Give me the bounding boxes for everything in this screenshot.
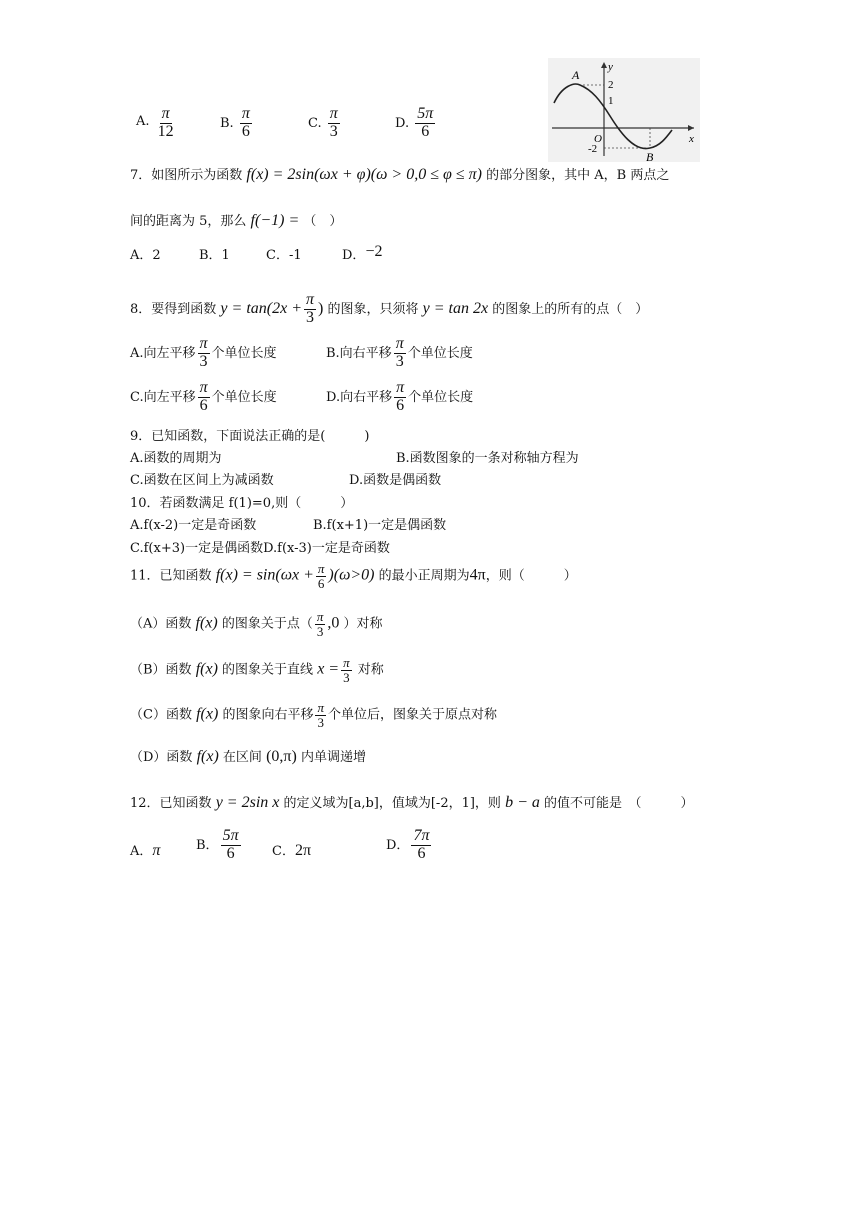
y-axis-label: y bbox=[608, 61, 613, 73]
q6-option-b: B. $\frac{\pi}{6}$ bbox=[220, 105, 250, 140]
q9-stem: 9．已知函数，下面说法正确的是( ) bbox=[130, 429, 370, 444]
q11-stem: 11．已知函数 f(x) = sin(ωx + $\frac{\pi}{6}$ )(ω>0) 的最小正周期为4π，则（ ） bbox=[130, 561, 577, 591]
sine-graph-figure bbox=[548, 58, 700, 162]
q12-option-b: B． $\frac{5\pi}{6}$ bbox=[196, 827, 239, 862]
fraction: $\frac{\pi}{3}$ bbox=[317, 700, 324, 730]
q9-option-d: D.函数是偶函数 bbox=[349, 473, 442, 488]
q12-stem: 12．已知函数 y = 2sin x 的定义域为[a,b]，值域为[-2，1]，则 b − a 的值不可能是 （ ） bbox=[130, 794, 694, 811]
fraction: $\frac{\pi}{6}$ bbox=[199, 379, 208, 414]
q10-option-a: A.f(x-2)一定是奇函数 bbox=[130, 518, 257, 533]
q10-option-cd: C.f(x+3)一定是偶函数D.f(x-3)一定是奇函数 bbox=[130, 541, 390, 556]
q7-stem-line2: 间的距离为 5，那么 f(−1) = （ ） bbox=[130, 212, 343, 229]
q8-option-c: C.向左平移 $\frac{\pi}{6}$ 个单位长度 bbox=[130, 379, 277, 414]
q7-option-b: B．1 bbox=[199, 248, 230, 263]
q7-option-d: D．−2 bbox=[342, 243, 383, 263]
q12-option-d: D． $\frac{7\pi}{6}$ bbox=[386, 827, 430, 862]
q11-option-a: （A）函数 f(x) 的图象关于点（ $\frac{\pi}{3}$ ,0 ）对称 bbox=[130, 609, 383, 639]
q8-option-b: B.向右平移 $\frac{\pi}{3}$ 个单位长度 bbox=[326, 335, 473, 370]
q7-option-a: A．2 bbox=[130, 248, 161, 263]
q11-option-c: （C）函数 f(x) 的图象向右平移 $\frac{\pi}{3}$ 个单位后，图象关于原点对称 bbox=[130, 700, 497, 730]
q12-option-c: C．2π bbox=[272, 842, 312, 859]
origin-label: O bbox=[594, 133, 602, 145]
q11-option-b: （B）函数 f(x) 的图象关于直线 x = $\frac{\pi}{3}$ 对称 bbox=[130, 655, 384, 685]
q9-option-c: C.函数在区间上为减函数 bbox=[130, 473, 274, 488]
q10-stem: 10．若函数满足 f(1)=0,则（ ） bbox=[130, 496, 354, 511]
fraction: $\frac{\pi}{3}$ bbox=[395, 335, 404, 370]
tick-2-label: 2 bbox=[608, 79, 614, 91]
q7-option-c: C．-1 bbox=[266, 248, 302, 263]
point-b-label: B bbox=[646, 150, 654, 162]
q6-option-a: A. $\frac{\pi}{12}$ bbox=[136, 105, 174, 140]
q12-option-a: A．π bbox=[130, 842, 161, 859]
fraction: $\frac{\pi}{6}$ bbox=[241, 105, 250, 140]
q6-option-d: D. $\frac{5\pi}{6}$ bbox=[395, 105, 434, 140]
figure-background bbox=[548, 58, 700, 162]
fraction: $\frac{\pi}{3}$ bbox=[316, 609, 324, 639]
tick-1-label: 1 bbox=[608, 95, 614, 107]
q7-stem-line1: 7．如图所示为函数 f(x) = 2sin(ωx + φ)(ω > 0,0 ≤ φ ≤ π) 的部分图象，其中 A，B 两点之 bbox=[130, 166, 670, 183]
fraction: $\frac{\pi}{3}$ bbox=[329, 105, 338, 140]
fraction: $\frac{\pi}{12}$ bbox=[157, 105, 174, 140]
q9-option-a: A.函数的周期为 bbox=[130, 451, 222, 466]
fraction: $\frac{\pi}{6}$ bbox=[317, 561, 325, 591]
q7-function: f(x) = 2sin(ωx + φ)(ω > 0,0 ≤ φ ≤ π) bbox=[246, 166, 482, 183]
fraction: $\frac{5\pi}{6}$ bbox=[417, 105, 434, 140]
fraction: $\frac{\pi}{3}$ bbox=[199, 335, 208, 370]
q8-option-d: D.向右平移 $\frac{\pi}{6}$ 个单位长度 bbox=[326, 379, 474, 414]
fraction: $\frac{\pi}{6}$ bbox=[396, 379, 405, 414]
q8-stem: 8．要得到函数 y = tan(2x + $\frac{\pi}{3}$ ) 的图象，只须将 y = tan 2x 的图象上的所有的点（ ） bbox=[130, 291, 649, 326]
q11-option-d: （D）函数 f(x) 在区间 (0,π) 内单调递增 bbox=[130, 748, 366, 765]
fraction: $\frac{\pi}{3}$ bbox=[343, 655, 350, 685]
q7-expression: f(−1) = bbox=[250, 212, 300, 229]
x-axis-label: x bbox=[689, 133, 694, 145]
tick-minus2-label: -2 bbox=[588, 143, 598, 155]
q9-option-b: B.函数图象的一条对称轴方程为 bbox=[396, 451, 579, 466]
point-a-label: A bbox=[572, 68, 580, 82]
fraction: $\frac{5\pi}{6}$ bbox=[222, 827, 239, 862]
fraction: $\frac{7\pi}{6}$ bbox=[413, 827, 430, 862]
q6-option-c: C. $\frac{\pi}{3}$ bbox=[308, 105, 338, 140]
q10-option-b: B.f(x+1)一定是偶函数 bbox=[313, 518, 447, 533]
fraction: $\frac{\pi}{3}$ bbox=[306, 291, 315, 326]
q8-option-a: A.向左平移 $\frac{\pi}{3}$ 个单位长度 bbox=[130, 335, 277, 370]
